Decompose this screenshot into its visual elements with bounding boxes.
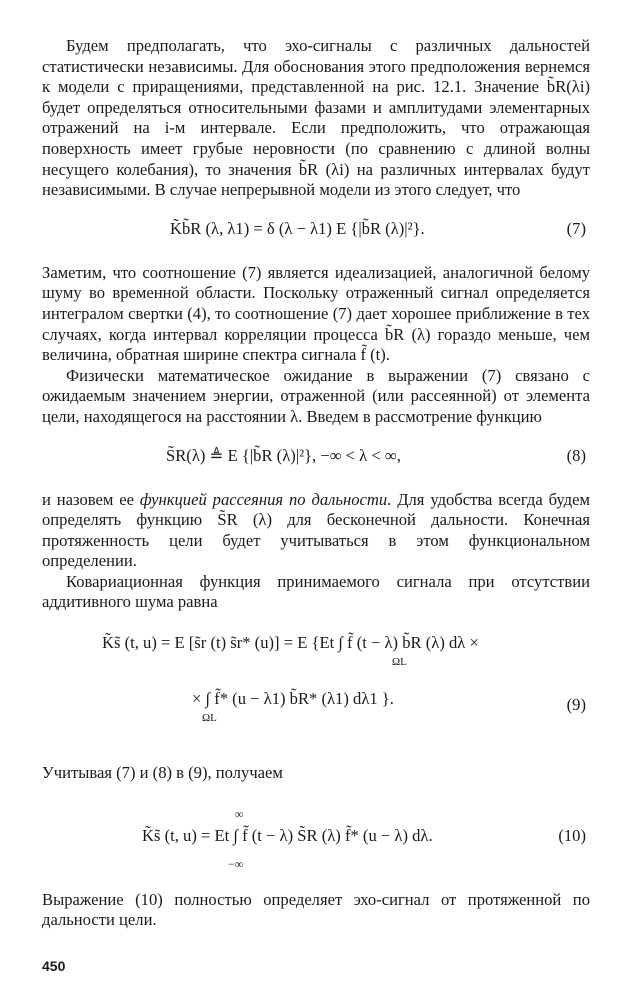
equation-9 [42, 623, 590, 751]
equation-9-line-1-text: K̃s̃ (t, u) = E [s̃r (t) s̃r* (u)] = E {Et ∫ f̃ (t − λ) b̃R (λ) dλ × [102, 633, 479, 653]
equation-10-expression [142, 826, 433, 847]
equation-9-line-1 [102, 633, 479, 669]
equation-7 [42, 213, 590, 249]
equation-10-text: K̃s̃ (t, u) = Et ∫ f̃ (t − λ) S̃R (λ) f̃* (u − λ) dλ. [142, 825, 433, 845]
page-content [42, 36, 590, 931]
page-number: 450 [42, 958, 66, 974]
paragraph-1: Будем предполагать, что эхо-сигналы с различных дальностей статистически независимы. Для обоснования этого предположения вернемся к модели с приращениями, представленной на рис. 12.1. Значение b̃R(λi) будет определяться относительными фазами и амплитудами элементарных отражений на i-м интервале. Если предположить, что отражающая поверхность имеет грубые неровности (по сравнению с длиной волны несущего колебания), то значения b̃R (λi) на различных интервалах будут независимыми. В случае непрерывной модели из этого следует, что [42, 36, 590, 200]
omega-l-limit: ΩL [392, 656, 407, 669]
paragraph-4 [42, 490, 590, 572]
equation-9-line-2 [192, 689, 394, 725]
equation-7-expression: K̃b̃R (λ, λ1) = δ (λ − λ1) E {|b̃R (λ)|²}. [170, 218, 425, 238]
paragraph-7: Выражение (10) полностью определяет эхо-сигнал от протяженной по дальности цели. [42, 889, 590, 930]
equation-7-number: (7) [566, 218, 586, 238]
paragraph-6: Учитывая (7) и (8) в (9), получаем [42, 763, 283, 783]
equation-9-number: (9) [566, 695, 586, 715]
integral-upper-limit: ∞ [235, 806, 244, 821]
equation-10 [42, 794, 590, 878]
paragraph-4-end: . Для удобства всегда будем определять функцию S̃R (λ) для бесконечной дальности. Конечная протяженность цели будет учитываться в этом функциональном определении. [42, 489, 590, 571]
equation-10-number: (10) [558, 825, 586, 845]
paragraph-5: Ковариационная функция принимаемого сигнала при отсутствии аддитивного шума равна [42, 571, 590, 612]
paragraph-2: Заметим, что соотношение (7) является идеализацией, аналогичной белому шуму во временной области. Поскольку отраженный сигнал определяется интегралом свертки (4), то соотношение (7) дает хорошее приближение в тех случаях, когда интервал корреляции процесса b̃R (λ) гораздо меньше, чем величина, обратная ширине спектра сигнала f̃ (t). [42, 262, 590, 365]
paragraph-3: Физически математическое ожидание в выражении (7) связано с ожидаемым значением энергии, отраженной (или рассеянной) от элемента цели, находящегося на расстоянии λ. Введем в рассмотрение функцию [42, 365, 590, 426]
range-scattering-function-term: функцией рассеяния по дальности [139, 489, 388, 509]
paragraph-4-start: и назовем ее [42, 489, 140, 509]
equation-9-line-2-text: × ∫ f̃* (u − λ1) b̃R* (λ1) dλ1 }. [192, 689, 394, 709]
equation-8 [42, 440, 590, 476]
integral-lower-limit: −∞ [228, 856, 244, 871]
omega-l-limit: ΩL [202, 712, 217, 725]
equation-8-number: (8) [566, 445, 586, 465]
equation-8-expression: S̃R(λ) ≜ E {|b̃R (λ)|²}, −∞ < λ < ∞, [166, 445, 401, 465]
